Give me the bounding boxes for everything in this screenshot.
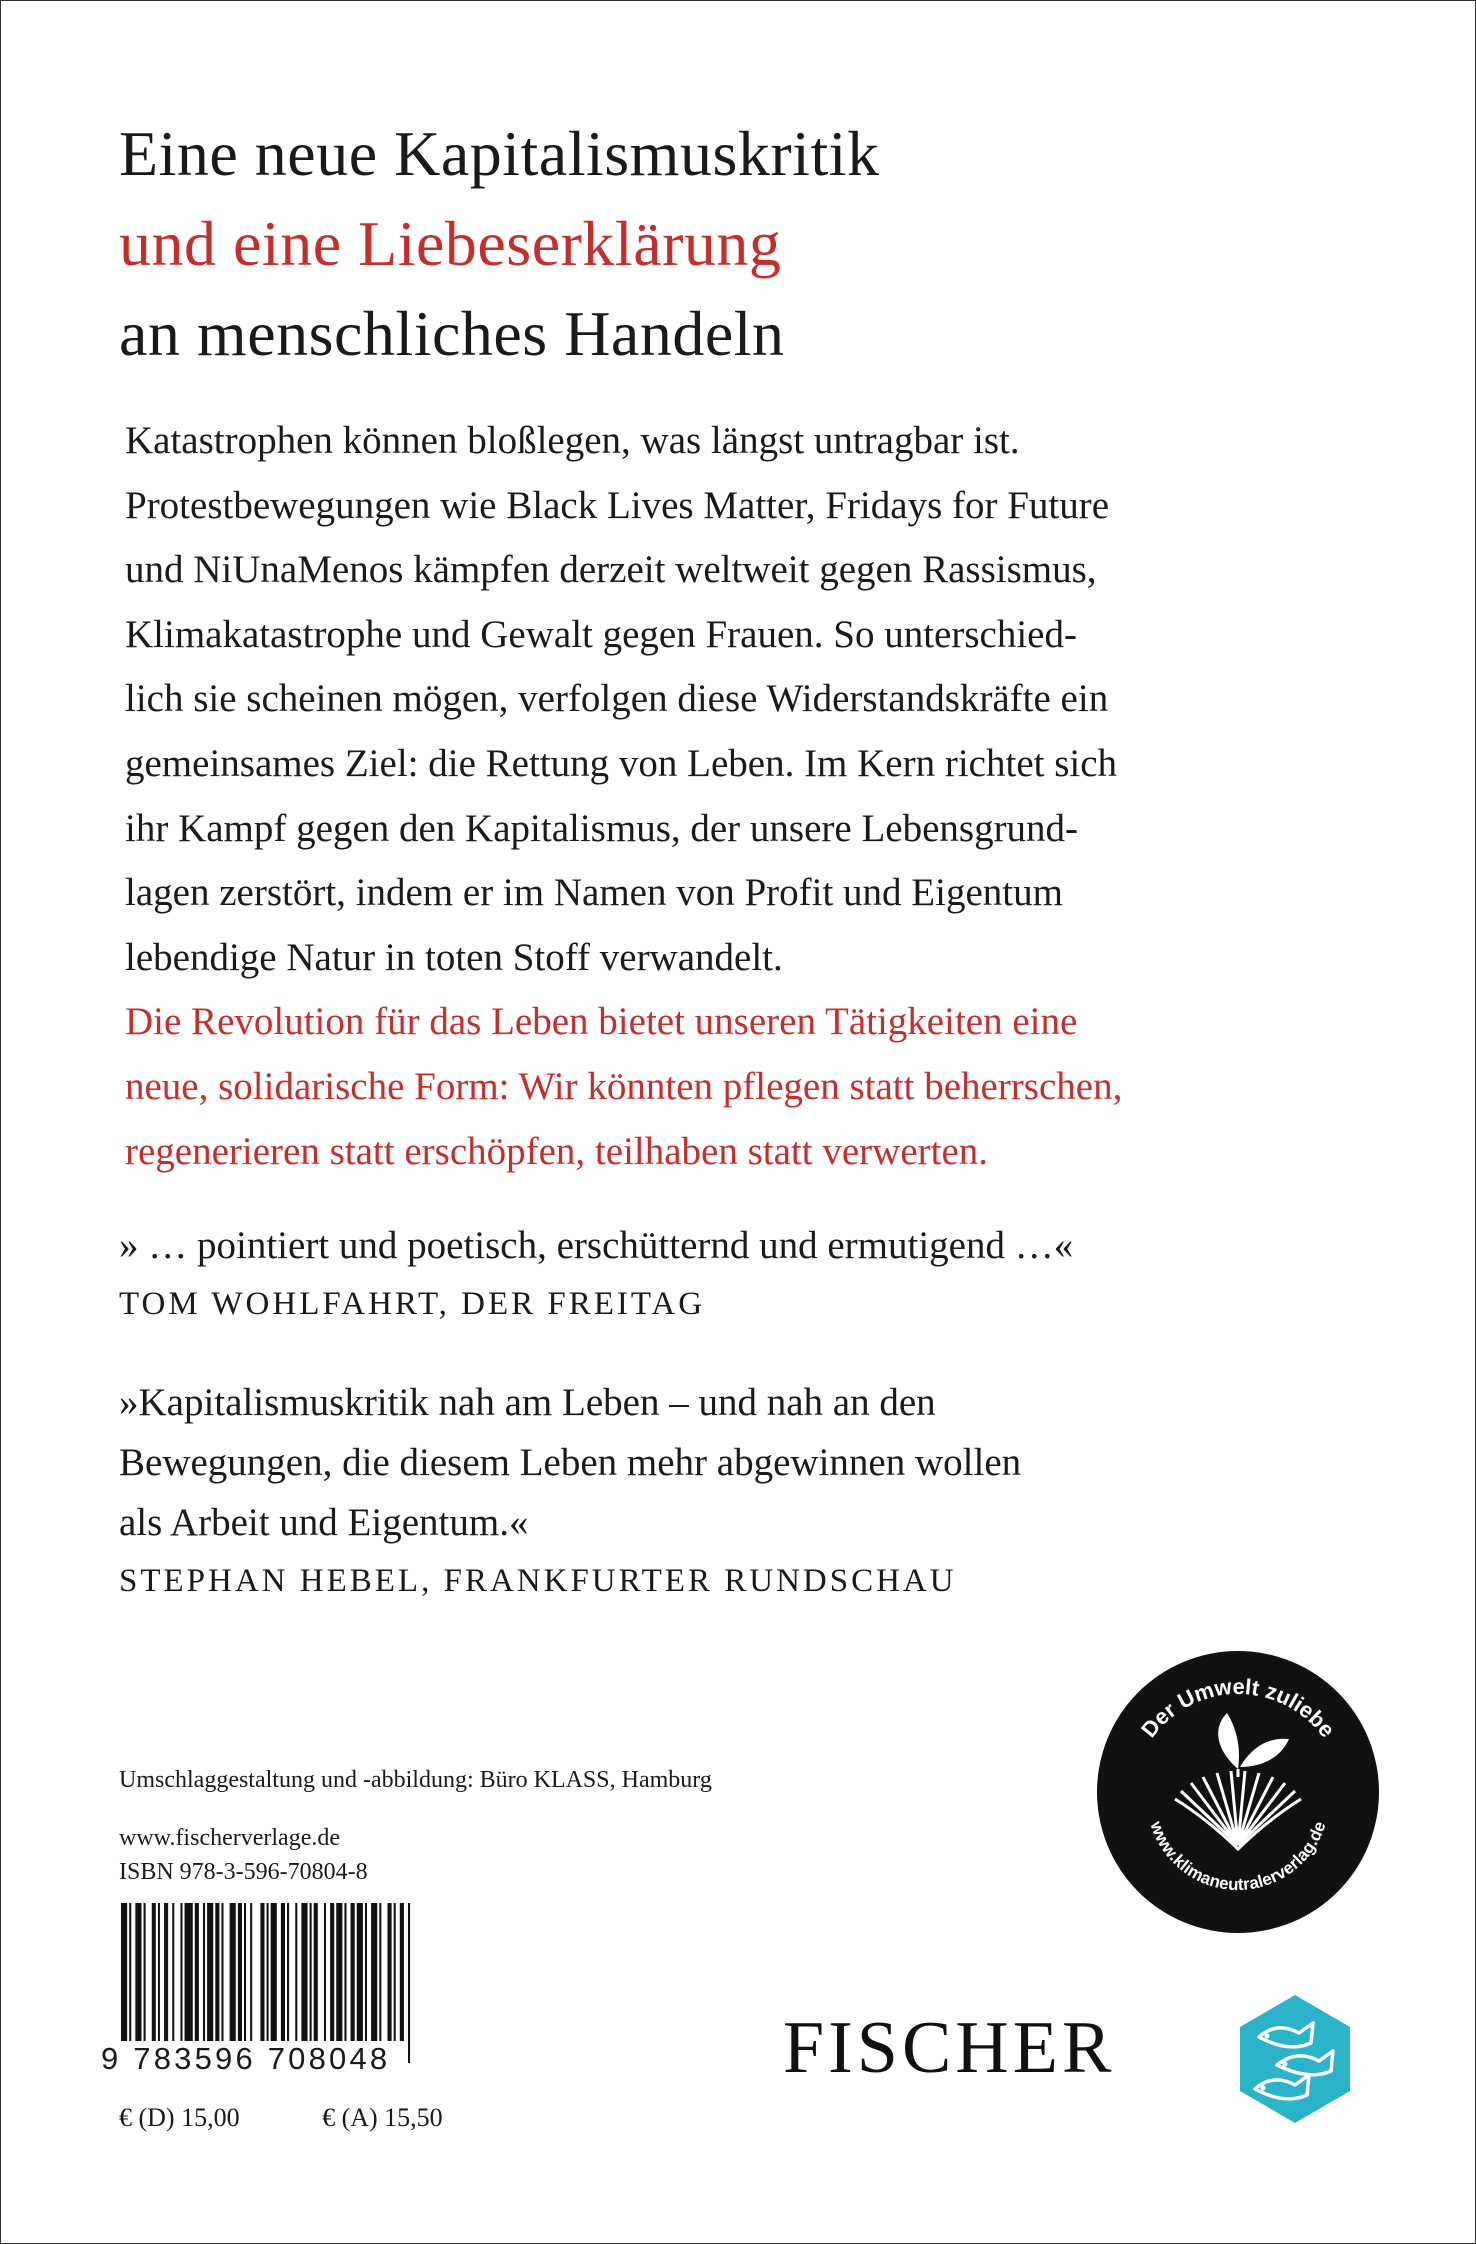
quote-text: als Arbeit und Eigentum.« — [119, 1501, 529, 1544]
credits — [119, 1763, 712, 1889]
barcode-bar — [238, 1903, 242, 2041]
barcode-bar — [135, 1903, 141, 2041]
barcode-bar — [301, 1903, 307, 2041]
blurb-highlight-line: regenerieren statt erschöpfen, teilhaben statt verwerten. — [125, 1129, 989, 1173]
review-quote-1 — [119, 1216, 1073, 1332]
barcode-bar — [371, 1903, 377, 2041]
fish-logo-icon — [1229, 1993, 1361, 2125]
barcode-bar — [180, 1903, 182, 2041]
blurb-line: Klimakatastrophe und Gewalt gegen Frauen. So unterschied- — [125, 612, 1077, 656]
barcode-bar — [400, 1903, 404, 2041]
seal-bottom-text: www.klimaneutralerverlag.de — [1146, 1818, 1330, 1895]
barcode-bar — [408, 1903, 410, 2063]
quote-attribution: TOM WOHLFAHRT, DER FREITAG — [119, 1286, 706, 1322]
barcode-bar — [287, 1903, 289, 2041]
barcode-bar — [260, 1903, 264, 2041]
blurb-line: gemeinsames Ziel: die Rettung von Leben. Im Kern richtet sich — [125, 741, 1118, 785]
barcode-bar — [344, 1903, 346, 2041]
barcode-bar — [365, 1903, 367, 2041]
cover-credit: Umschlaggestaltung und -abbildung: Büro KLASS, Hamburg — [119, 1767, 712, 1793]
barcode-bar — [185, 1903, 193, 2041]
quote-attribution: STEPHAN HEBEL, FRANKFURTER RUNDSCHAU — [119, 1563, 957, 1599]
barcode-bar — [207, 1903, 213, 2041]
quote-text: » … pointiert und poetisch, erschütternd und ermutigend …« — [119, 1224, 1074, 1267]
barcode-digits: 9 783596 708048 — [101, 2041, 391, 2076]
headline-line-1: Eine neue Kapitalismuskritik — [119, 118, 880, 189]
seal-top-text: Der Umwelt zuliebe — [1136, 1673, 1341, 1742]
blurb-line: lagen zerstört, indem er im Namen von Profit und Eigentum — [125, 871, 1063, 915]
barcode — [119, 1903, 419, 2063]
quote-text: »Kapitalismuskritik nah am Leben – und nah an den — [119, 1381, 936, 1424]
publisher-website: www.fischerverlage.de — [119, 1825, 341, 1851]
barcode-bar — [314, 1903, 318, 2041]
barcode-bar — [267, 1903, 269, 2063]
publisher-name: FISCHER — [783, 2007, 1116, 2089]
barcode-bar — [281, 1903, 285, 2041]
barcode-bar — [172, 1903, 174, 2041]
barcode-bar — [271, 1903, 277, 2063]
headline-line-3: an menschliches Handeln — [119, 298, 785, 369]
barcode-bar — [357, 1903, 363, 2041]
barcode-bar — [330, 1903, 334, 2041]
barcode-bar — [164, 1903, 168, 2041]
blurb-line: und NiUnaMenos kämpfen derzeit weltweit gegen Rassismus, — [125, 548, 1097, 592]
blurb-line: lebendige Natur in toten Stoff verwandelt. — [125, 935, 783, 979]
blurb-line: ihr Kampf gegen den Kapitalismus, der unsere Lebensgrund- — [125, 806, 1079, 850]
barcode-bar — [152, 1903, 156, 2041]
barcode-bar — [351, 1903, 355, 2041]
isbn: ISBN 978-3-596-70804-8 — [119, 1859, 368, 1885]
quote-text: Bewegungen, die diesem Leben mehr abgewinnen wollen — [119, 1441, 1022, 1484]
barcode-bar — [230, 1903, 236, 2041]
barcode-bar — [158, 1903, 160, 2041]
barcode-bar — [221, 1903, 223, 2041]
headline — [119, 109, 880, 379]
blurb-highlight-line: Die Revolution für das Leben bietet unseren Tätigkeiten eine — [125, 1000, 1078, 1044]
blurb — [125, 409, 1365, 1184]
price-austria: € (A) 15,50 — [322, 2103, 443, 2132]
barcode-bar — [250, 1903, 252, 2041]
barcode-bar — [324, 1903, 326, 2041]
barcode-bar — [388, 1903, 392, 2041]
barcode-bar — [144, 1903, 146, 2041]
blurb-highlight-line: neue, solidarische Form: Wir könnten pflegen statt beherrschen, — [125, 1064, 1123, 1108]
barcode-bar — [129, 1903, 131, 2041]
headline-line-2: und eine Liebeserklärung — [119, 208, 782, 279]
barcode-bar — [295, 1903, 297, 2041]
climate-neutral-seal — [1095, 1649, 1381, 1935]
barcode-bar — [215, 1903, 219, 2041]
barcode-bar — [336, 1903, 342, 2041]
barcode-bar — [379, 1903, 381, 2041]
blurb-line: lich sie scheinen mögen, verfolgen diese Widerstandskräfte ein — [125, 677, 1109, 721]
barcode-bar — [203, 1903, 205, 2041]
price-germany: € (D) 15,00 — [119, 2103, 240, 2132]
blurb-line: Protestbewegungen wie Black Lives Matter, Fridays for Future — [125, 483, 1110, 527]
barcode-bar — [121, 1903, 127, 2063]
prices — [119, 2103, 519, 2133]
barcode-bar — [394, 1903, 396, 2041]
barcode-bar — [195, 1903, 199, 2041]
blurb-line: Katastrophen können bloßlegen, was längst untragbar ist. — [125, 419, 1020, 462]
barcode-bar — [244, 1903, 246, 2041]
barcode-bar — [310, 1903, 312, 2041]
review-quote-2 — [119, 1373, 1021, 1609]
